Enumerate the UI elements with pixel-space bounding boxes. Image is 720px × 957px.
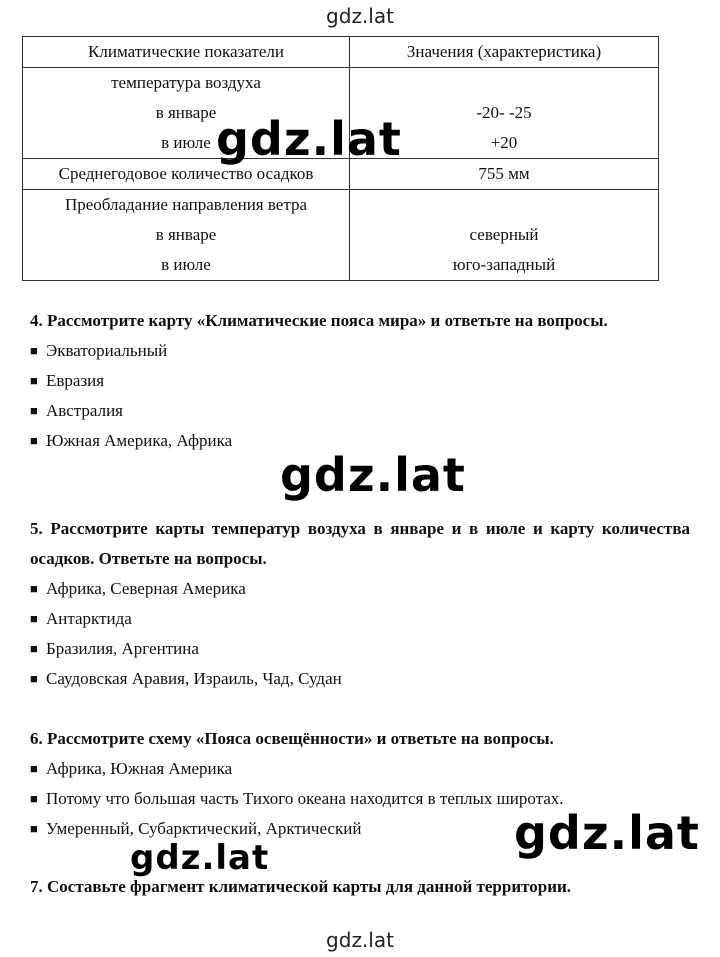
answer-text: Антарктида bbox=[46, 609, 132, 628]
answer-text: Экваториальный bbox=[46, 341, 168, 360]
temperature-july-label: в июле bbox=[161, 133, 211, 152]
answer-text: Африка, Южная Америка bbox=[46, 759, 233, 778]
precipitation-label: Среднегодовое количество осадков bbox=[23, 159, 350, 190]
question-4 bbox=[30, 306, 690, 456]
answer-text: Умеренный, Субарктический, Арктический bbox=[46, 819, 362, 838]
watermark-overlay: gdz.lat bbox=[280, 448, 466, 502]
bullet-icon: ■ bbox=[30, 821, 38, 836]
question-title: 5. Рассмотрите карты температур воздуха в январе и в июле и карту количества осадков. Ответьте на вопросы. bbox=[30, 519, 690, 568]
answer-item bbox=[30, 336, 690, 366]
answer-text: Южная Америка, Африка bbox=[46, 431, 233, 450]
watermark-bottom: gdz.lat bbox=[326, 928, 394, 952]
watermark-overlay: gdz.lat bbox=[514, 806, 700, 860]
bullet-icon: ■ bbox=[30, 373, 38, 388]
answer-text: Бразилия, Аргентина bbox=[46, 639, 199, 658]
precipitation-value: 755 мм bbox=[350, 159, 659, 190]
answer-item bbox=[30, 396, 690, 426]
watermark-overlay: gdz.lat bbox=[130, 838, 270, 878]
bullet-icon: ■ bbox=[30, 433, 38, 448]
table-row bbox=[23, 190, 659, 281]
table-header-indicators: Климатические показатели bbox=[23, 37, 350, 68]
question-title: 7. Составьте фрагмент климатической карты для данной территории. bbox=[30, 877, 572, 896]
bullet-icon: ■ bbox=[30, 611, 38, 626]
wind-january-value: северный bbox=[469, 225, 539, 244]
temperature-january-value: -20- -25 bbox=[476, 103, 532, 122]
wind-values-cell bbox=[350, 190, 659, 281]
answer-text: Австралия bbox=[46, 401, 123, 420]
bullet-icon: ■ bbox=[30, 343, 38, 358]
bullet-icon: ■ bbox=[30, 403, 38, 418]
answer-item bbox=[30, 664, 690, 694]
answer-item bbox=[30, 604, 690, 634]
answer-item bbox=[30, 574, 690, 604]
temperature-january-label: в январе bbox=[155, 103, 217, 122]
watermark-overlay: gdz.lat bbox=[216, 112, 402, 166]
table-header-row bbox=[23, 37, 659, 68]
answer-item bbox=[30, 634, 690, 664]
bullet-icon: ■ bbox=[30, 641, 38, 656]
answer-text: Саудовская Аравия, Израиль, Чад, Судан bbox=[46, 669, 342, 688]
bullet-icon: ■ bbox=[30, 791, 38, 806]
answer-text: Африка, Северная Америка bbox=[46, 579, 246, 598]
question-title: 6. Рассмотрите схему «Пояса освещённости» и ответьте на вопросы. bbox=[30, 729, 554, 748]
wind-july-label: в июле bbox=[161, 255, 211, 274]
answer-text: Евразия bbox=[46, 371, 105, 390]
wind-january-label: в январе bbox=[155, 225, 217, 244]
wind-july-value: юго-западный bbox=[452, 255, 556, 274]
question-7 bbox=[30, 872, 690, 902]
question-title: 4. Рассмотрите карту «Климатические пояса мира» и ответьте на вопросы. bbox=[30, 311, 608, 330]
question-5 bbox=[30, 514, 690, 694]
answer-item bbox=[30, 366, 690, 396]
bullet-icon: ■ bbox=[30, 581, 38, 596]
wind-cell bbox=[23, 190, 350, 281]
watermark-top: gdz.lat bbox=[326, 4, 394, 28]
bullet-icon: ■ bbox=[30, 761, 38, 776]
table-header-values: Значения (характеристика) bbox=[350, 37, 659, 68]
wind-label: Преобладание направления ветра bbox=[64, 195, 308, 214]
answer-item bbox=[30, 754, 690, 784]
temperature-july-value: +20 bbox=[490, 133, 518, 152]
bullet-icon: ■ bbox=[30, 671, 38, 686]
temperature-label: температура воздуха bbox=[111, 73, 261, 92]
answer-text: Потому что большая часть Тихого океана находится в теплых широтах. bbox=[46, 789, 564, 808]
